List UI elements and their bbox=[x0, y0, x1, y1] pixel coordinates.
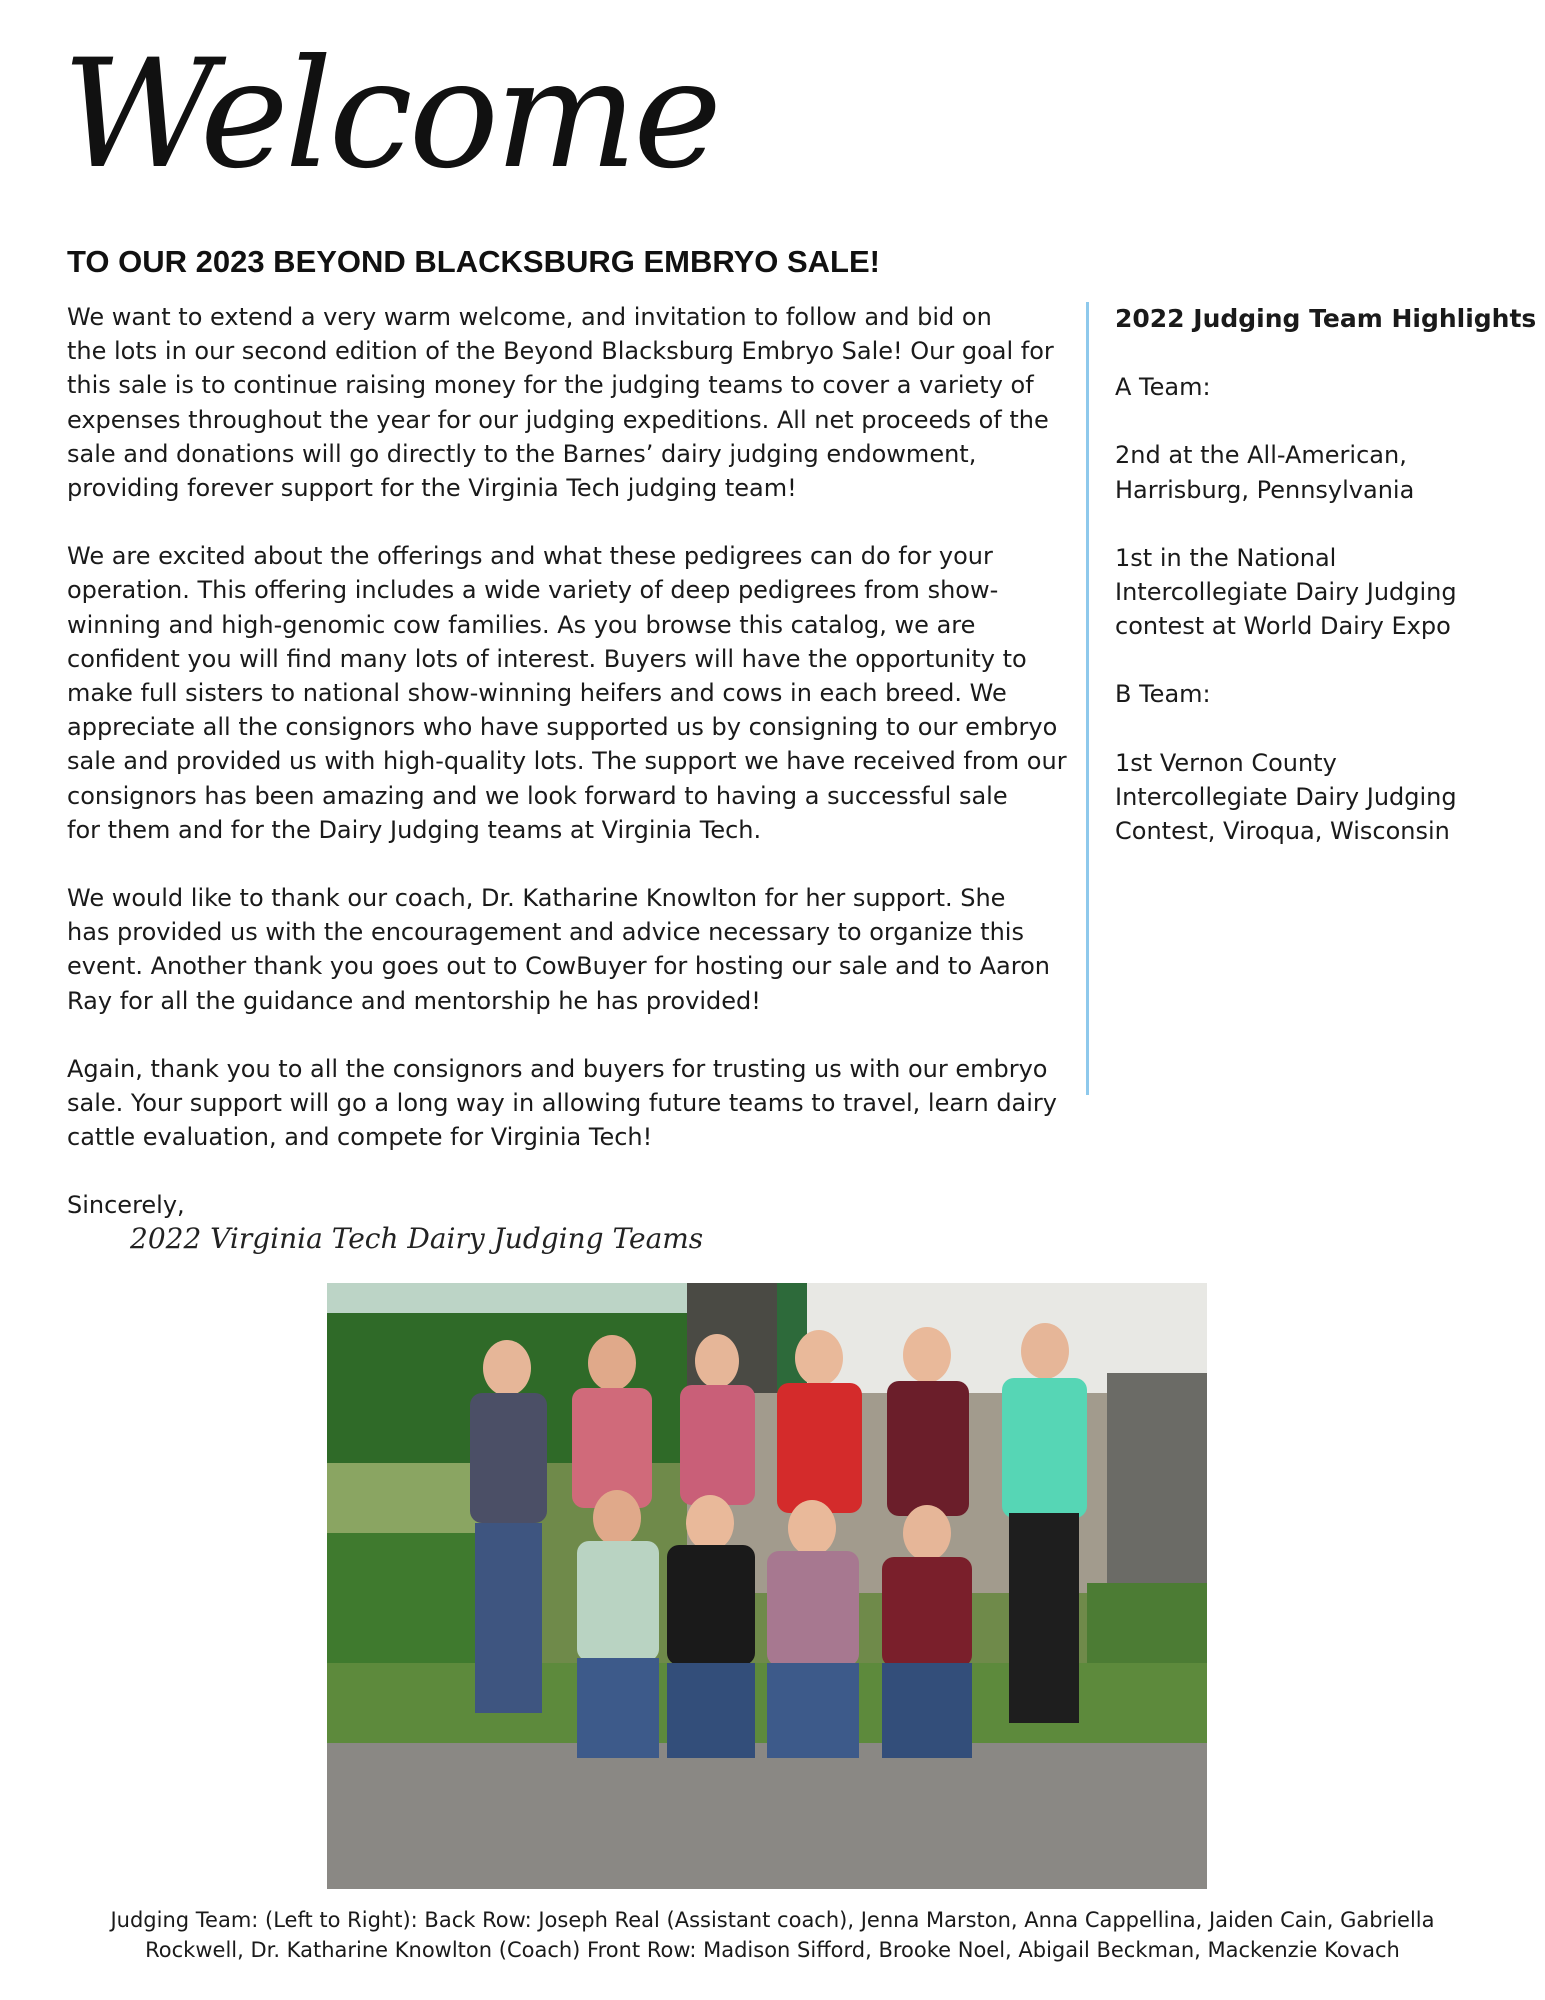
b-team-highlight-1: 1st Vernon County Intercollegiate Dairy Judging Contest, Viroqua, Wisconsin bbox=[1115, 748, 1457, 846]
a-team-label: A Team: bbox=[1115, 373, 1211, 402]
b-team-label: B Team: bbox=[1115, 680, 1211, 709]
photo-caption bbox=[40, 1905, 1505, 1965]
caption-line-2: Rockwell, Dr. Katharine Knowlton (Coach) Front Row: Madison Sifford, Brooke Noel, Abigail Beckman, Mackenzie Kovach bbox=[145, 1938, 1400, 1962]
paragraph-offerings: We are excited about the offerings and what these pedigrees can do for your operation. This offering includes a wide variety of deep pedigrees from show- winning and high-genomic cow families. As you browse this catalog, we are confident you will find many lots of interest. Buyers will have the opportunity to make full sisters to national show-winning heifers and cows in each breed. We appreciate all the consignors who have supported us by consigning to our embryo sale and provided us with high-quality lots. The support we have received from our consignors has been amazing and we look forward to having a successful sale for them and for the Dairy Judging teams at Virginia Tech. bbox=[67, 542, 1067, 844]
signature: 2022 Virginia Tech Dairy Judging Teams bbox=[130, 1222, 704, 1255]
closing-sincerely: Sincerely, bbox=[67, 1191, 185, 1220]
highlights-sidebar bbox=[1115, 302, 1535, 882]
sidebar-divider bbox=[1086, 302, 1089, 1095]
caption-line-1: Judging Team: (Left to Right): Back Row: Joseph Real (Assistant coach), Jenna Marston, Anna Cappellina, Jaiden Cain, Gabriella bbox=[110, 1908, 1435, 1932]
welcome-heading: Welcome bbox=[62, 28, 719, 202]
a-team-highlight-1: 2nd at the All-American, Harrisburg, Pennsylvania bbox=[1115, 441, 1415, 504]
team-photo bbox=[327, 1283, 1207, 1889]
letter-body bbox=[67, 300, 1077, 1257]
paragraph-closing: Again, thank you to all the consignors and buyers for trusting us with our embryo sale. Your support will go a long way in allowing future teams to travel, learn dairy cattle evaluation, and compete for Virginia Tech! bbox=[67, 1054, 1057, 1152]
page-subtitle: TO OUR 2023 BEYOND BLACKSBURG EMBRYO SALE! bbox=[67, 244, 880, 279]
paragraph-thanks: We would like to thank our coach, Dr. Katharine Knowlton for her support. She has provided us with the encouragement and advice necessary to organize this event. Another thank you goes out to CowBuyer for hosting our sale and to Aaron Ray for all the guidance and mentorship he has provided! bbox=[67, 884, 1050, 1015]
paragraph-intro: We want to extend a very warm welcome, and invitation to follow and bid on the lots in our second edition of the Beyond Blacksburg Embryo Sale! Our goal for this sale is to continue raising money for the judging teams to cover a variety of expenses throughout the year for our judging expeditions. All net proceeds of the sale and donations will go directly to the Barnes’ dairy judging endowment, providing forever support for the Virginia Tech judging team! bbox=[67, 303, 1054, 503]
sidebar-title: 2022 Judging Team Highlights bbox=[1115, 304, 1537, 333]
a-team-highlight-2: 1st in the National Intercollegiate Dairy Judging contest at World Dairy Expo bbox=[1115, 543, 1457, 641]
